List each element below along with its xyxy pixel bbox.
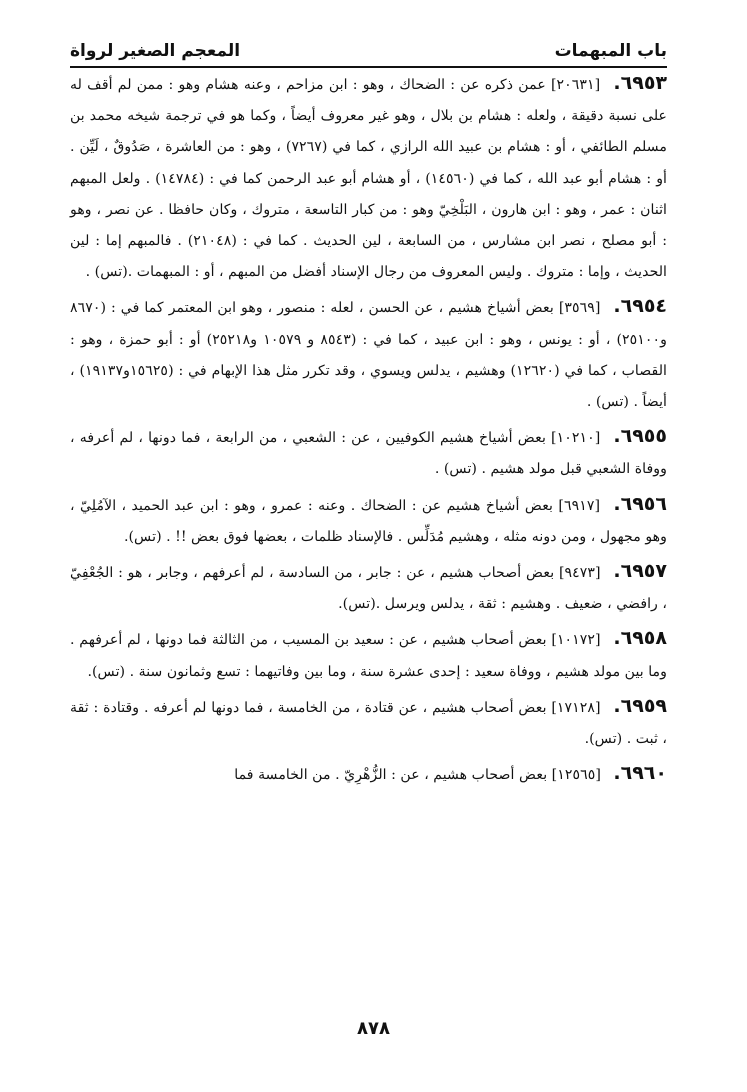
header-book-title: المعجم الصغير لرواة <box>70 41 241 61</box>
entry-text: [٣٥٦٩] بعض أشياخ هشيم ، عن الحسن ، لعله : منصور ، وهو ابن المعتمر كما في : (٨٦٧٠ و٢٥١٠٠) ، أو : يونس ، وهو : ابن عبيد ، كما في : (٨٥٤٣ و ١٠٥٧٩ و٢٥٢١٨) أو : أبو حمزة ، وهو : القصاب ، كما في (١٢٦٢٠) وهشيم ، يدلس ويسوي ، وقد تكرر مثل هذا الإبهام في : (١٥٦٢٥و١٩١٣٧) ، أيضاً . (تس) . <box>70 300 667 411</box>
entry-number: ٦٩٥٩. <box>613 694 668 717</box>
entry <box>70 691 667 755</box>
entry <box>70 421 667 485</box>
entry-text: [١٢٥٦٥] بعض أصحاب هشيم ، عن : الزُّهْرِيّ . من الخامسة فما <box>234 767 601 784</box>
running-header <box>70 26 667 68</box>
entry <box>70 623 667 687</box>
entry-text: [١٠١٧٢] بعض أصحاب هشيم ، عن : سعيد بن المسيب ، من الثالثة فما دونها ، لم أعرفهم . وما بين مولد هشيم ، ووفاة سعيد : إحدى عشرة سنة ، وما بين وفاتيهما : تسع وثمانون سنة . (تس). <box>70 632 667 680</box>
entry-text: [٦٩١٧] بعض أشياخ هشيم عن : الضحاك . وعنه : عمرو ، وهو : ابن عبد الحميد ، الآمُلِيّ ، وهو مجهول ، ومن دونه مثله ، وهشيم مُدَلِّس . فالإسناد ظلمات ، بعضها فوق بعض !! . (تس). <box>70 497 667 545</box>
entry-number: ٦٩٥٣. <box>613 72 668 94</box>
entry-number: ٦٩٥٥. <box>613 425 667 448</box>
entry-text: [١٠٢١٠] بعض أشياخ هشيم الكوفيين ، عن : الشعبي ، من الرابعة ، فما دونها ، لم أعرفه ، ووفاة الشعبي قبل مولد هشيم . (تس) . <box>70 430 667 478</box>
entry-number: ٦٩٥٧. <box>613 560 667 583</box>
entry-text: [٢٠٦٣١] عمن ذكره عن : الضحاك ، وهو : ابن مزاحم ، وعنه هشام وهو : ممن لم أقف له على نسبة دقيقة ، ولعله : هشام بن بلال ، وهو غير معروف أيضاً ، وكما هو في ترجمة شيخه محمد بن مسلم الطائفي ، أو : هشام بن عبيد الله الرازي ، كما في (٧٢٦٧) ، وهو : من العاشرة ، صَدُوقٌ ، لَيِّن . أو : هشام أبو عبد الله ، كما في (١٤٥٦٠) ، أو هشام أبو عبد الرحمن كما في : (١٤٧٨٤) . ولعل المبهم اثنان : عمر ، وهو : ابن هارون ، البَلْخِيّ وهو : من كبار التاسعة ، متروك ، وكان حافظا . عن نصر ، وهو : أبو مصلح ، نصر ابن مشارس ، من السابعة ، لين الحديث . كما في : (٢١٠٤٨) . فالمبهم إما : لين الحديث ، وإما : متروك . وليس المعروف من رجال الإسناد أفضل من المبهم ، أو : المبهمات .(تس) . <box>70 77 667 281</box>
header-chapter-title: باب المبهمات <box>554 41 667 61</box>
entry <box>70 758 667 791</box>
entry-number: ٦٩٥٨. <box>613 627 667 650</box>
entry-number: ٦٩٥٦. <box>613 492 667 515</box>
entry <box>70 556 667 620</box>
entry-number: ٦٩٦٠. <box>613 762 667 785</box>
entry <box>70 68 667 288</box>
page-body <box>70 68 667 794</box>
entry-number: ٦٩٥٤. <box>613 295 668 318</box>
entry-text: [١٧١٢٨] بعض أصحاب هشيم ، عن قتادة ، من الخامسة ، فما دونها لم أعرفه . وقتادة : ثقة ، ثبت . (تس). <box>70 699 667 748</box>
entry <box>70 489 667 553</box>
page-number: ٨٧٨ <box>357 1018 390 1039</box>
entry-text: [٩٤٧٣] بعض أصحاب هشيم ، عن : جابر ، من السادسة ، لم أعرفهم ، وجابر ، هو : الجُعْفِيّ ، رافضي ، ضعيف . وهشيم : ثقة ، يدلس ويرسل .(تس). <box>70 565 667 613</box>
entry <box>70 291 667 418</box>
